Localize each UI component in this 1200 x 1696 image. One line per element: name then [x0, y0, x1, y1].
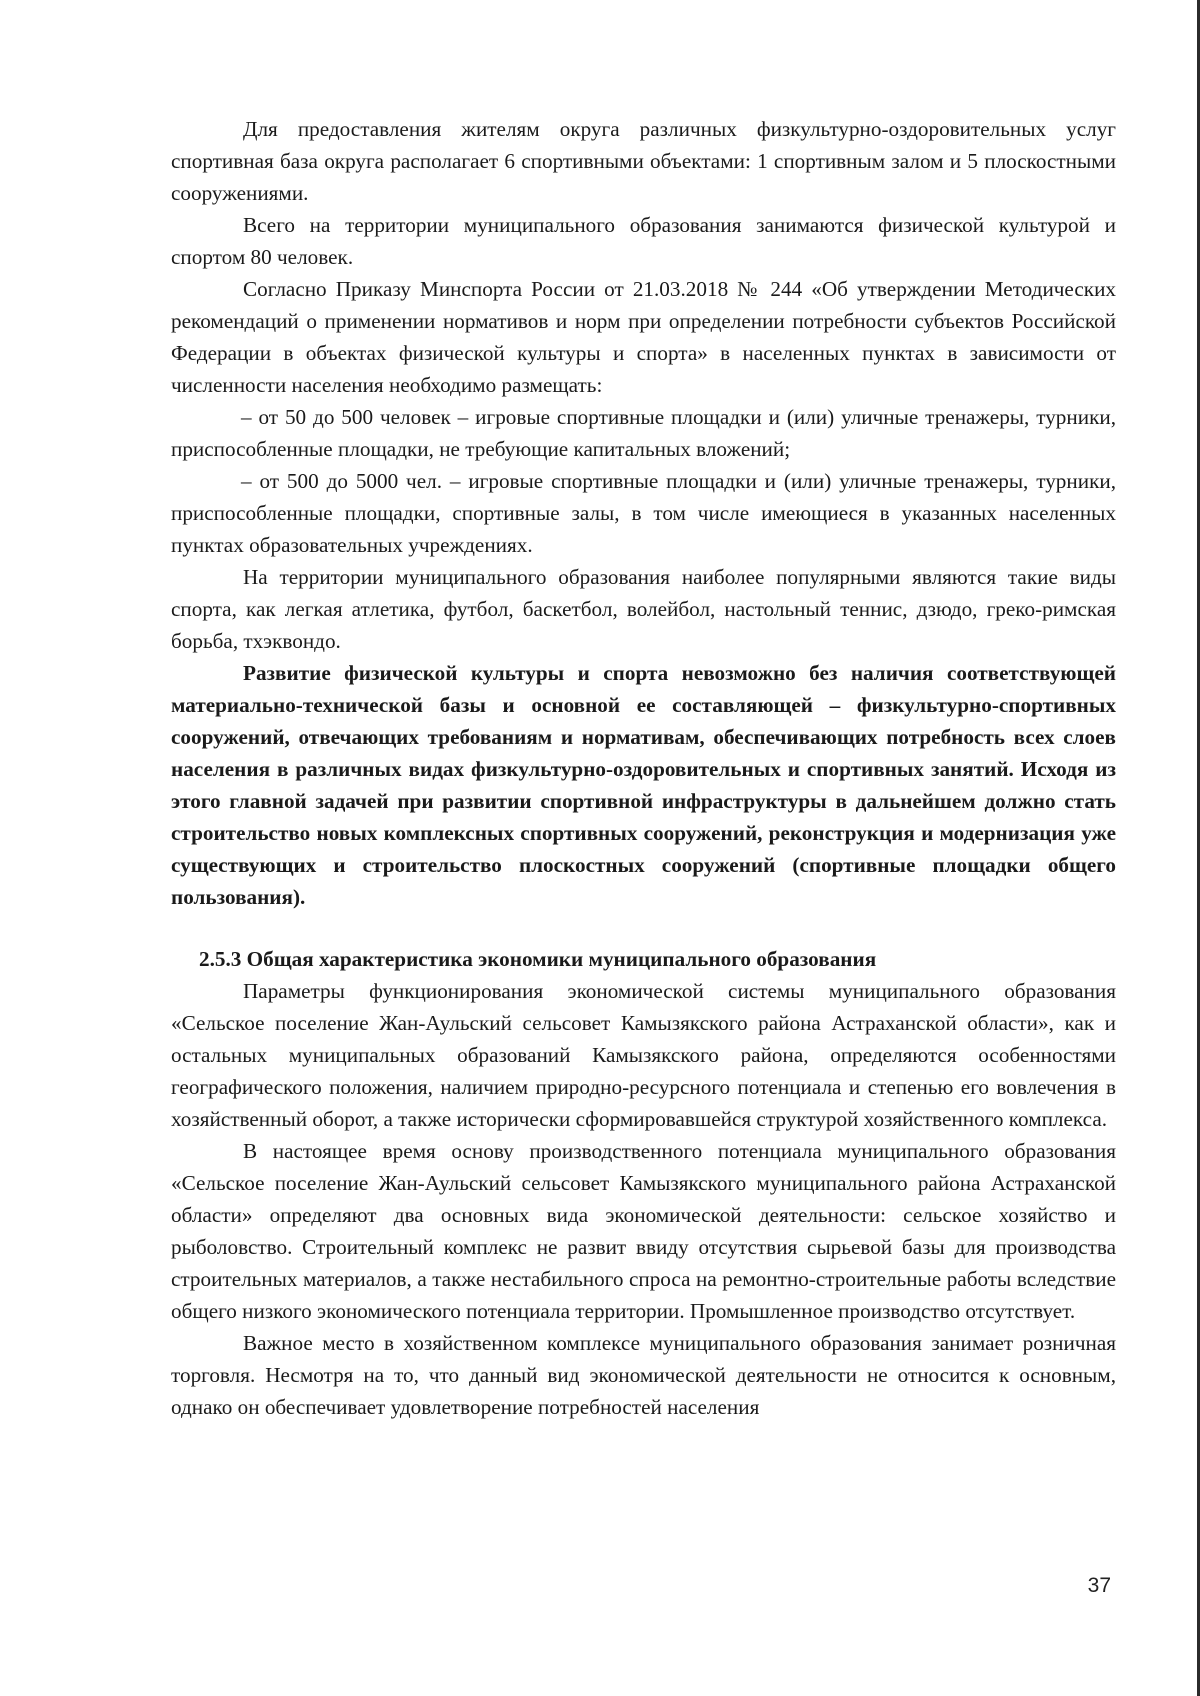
paragraph-minsport-order: Согласно Приказу Минспорта России от 21.03.2018 № 244 «Об утверждении Методических рекомендаций о применении нормативов и норм при определении потребности субъектов Российской Федерации в объектах физической культуры и спорта» в населенных пунктах в зависимости от численности населения необходимо размещать:	[171, 277, 1116, 397]
list-item-small-settlements: – от 50 до 500 человек – игровые спортивные площадки и (или) уличные тренажеры, турники, приспособленные площадки, не требующие капитальных вложений;	[171, 405, 1116, 461]
paragraph-sport-participants: Всего на территории муниципального образования занимаются физической культурой и спортом 80 человек.	[171, 213, 1116, 269]
paragraph-sport-development: Развитие физической культуры и спорта невозможно без наличия соответствующей материально-технической базы и основной ее составляющей – физкультурно-спортивных сооружений, отвечающих требованиям и нормативам, обеспечивающих потребность всех слоев населения в различных видах физкультурно-оздоровительных и спортивных занятий. Исходя из этого главной задачей при развитии спортивной инфраструктуры в дальнейшем должно стать строительство новых комплексных спортивных сооружений, реконструкция и модернизация уже существующих и строительство плоскостных сооружений (спортивные площадки общего пользования).	[171, 661, 1116, 909]
list-item-medium-settlements: – от 500 до 5000 чел. – игровые спортивные площадки и (или) уличные тренажеры, турники, приспособленные площадки, спортивные залы, в том числе имеющиеся в указанных населенных пунктах образовательных учреждениях.	[171, 469, 1116, 557]
paragraph-production-potential: В настоящее время основу производственного потенциала муниципального образования «Сельское поселение Жан-Аульский сельсовет Камызякского муниципального района Астраханской области» определяют два основных вида экономической деятельности: сельское хозяйство и рыболовство. Строительный комплекс не развит ввиду отсутствия сырьевой базы для производства строительных материалов, а также нестабильного спроса на ремонтно-строительные работы вследствие общего низкого экономического потенциала территории. Промышленное производство отсутствует.	[171, 1139, 1116, 1323]
paragraph-economy-parameters: Параметры функционирования экономической системы муниципального образования «Сельское поселение Жан-Аульский сельсовет Камызякского района Астраханской области», как и остальных муниципальных образований Камызякского района, определяются особенностями географического положения, наличием природно-ресурсного потенциала и степенью его вовлечения в хозяйственный оборот, а также исторически сформировавшейся структурой хозяйственного комплекса.	[171, 979, 1116, 1131]
section-heading: 2.5.3 Общая характеристика экономики муниципального образования	[199, 947, 877, 971]
page-content	[171, 113, 1116, 1423]
page-number: 37	[1087, 1574, 1111, 1597]
paragraph-sport-base: Для предоставления жителям округа различных физкультурно-оздоровительных услуг спортивная база округа располагает 6 спортивными объектами: 1 спортивным залом и 5 плоскостными сооружениями.	[171, 117, 1116, 205]
paragraph-retail-trade: Важное место в хозяйственном комплексе муниципального образования занимает розничная торговля. Несмотря на то, что данный вид экономической деятельности не относится к основным, однако он обеспечивает удовлетворение потребностей населения	[171, 1331, 1116, 1419]
paragraph-popular-sports: На территории муниципального образования наиболее популярными являются такие виды спорта, как легкая атлетика, футбол, баскетбол, волейбол, настольный теннис, дзюдо, греко-римская борьба, тхэквондо.	[171, 565, 1116, 653]
